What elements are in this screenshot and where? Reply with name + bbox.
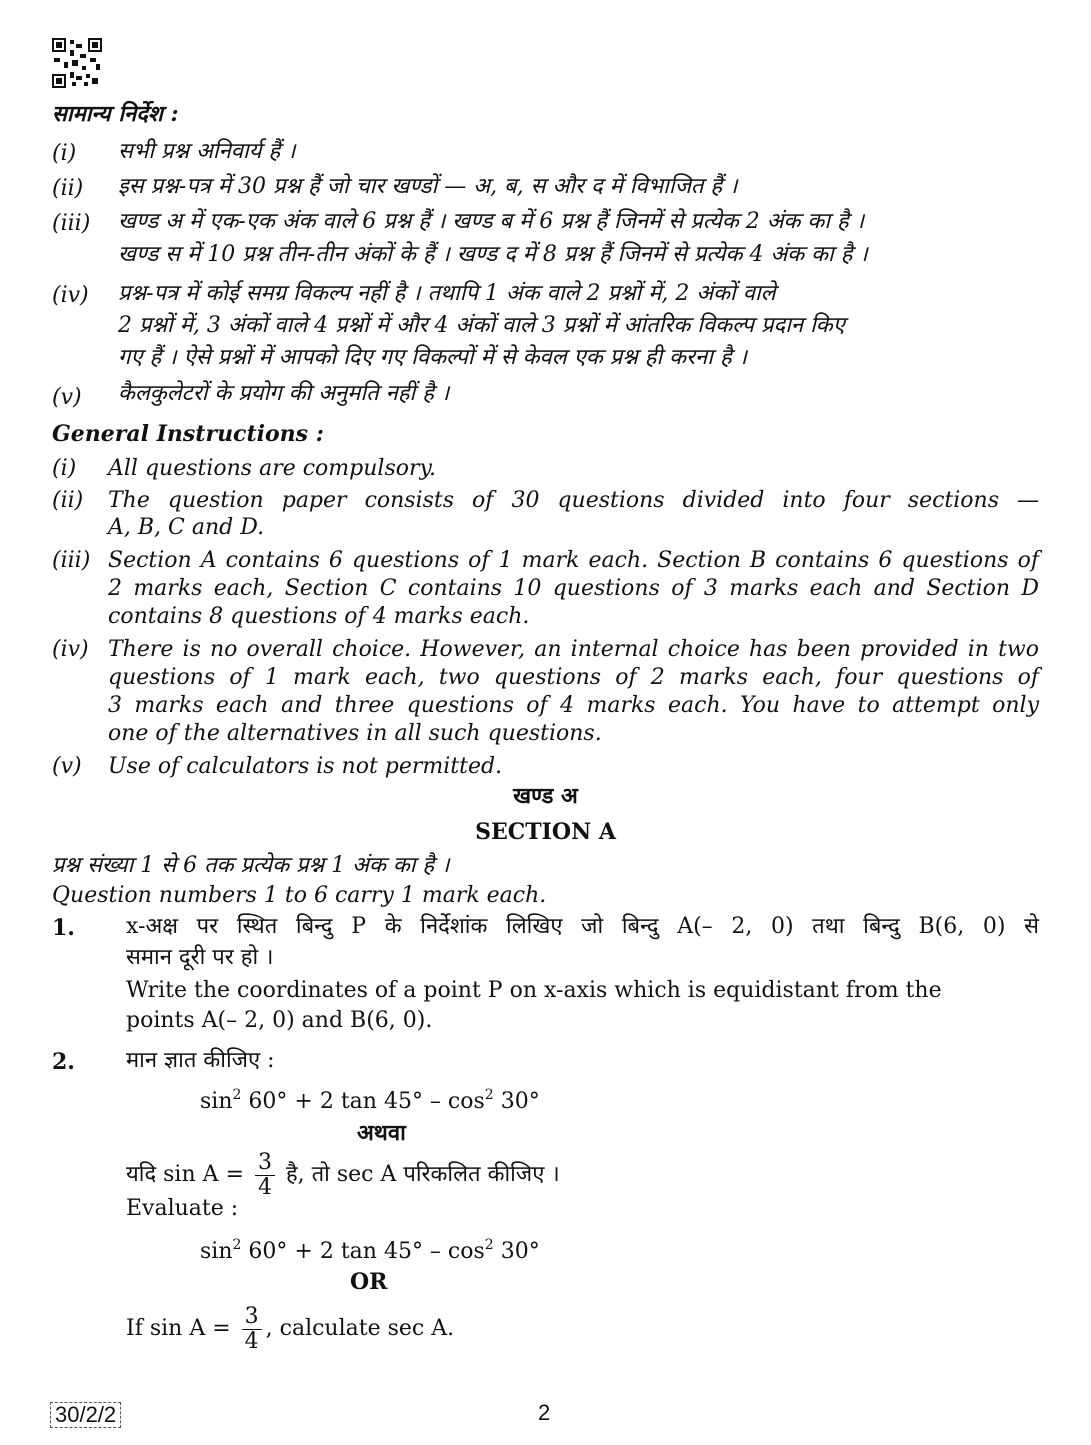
expr-sup-4: 2 — [484, 1237, 494, 1253]
expr-sup-3: 2 — [232, 1237, 242, 1253]
english-instructions-heading: General Instructions : — [52, 421, 324, 447]
hindi-item-4-line3: गए हैं । ऐसे प्रश्नों में आपको दिए गए विकल्पों में से केवल एक प्रश्न ही करना है । — [118, 345, 747, 370]
section-note-english: Question numbers 1 to 6 carry 1 mark each. — [52, 883, 547, 908]
english-item-4-line2: questions of 1 mark each, two questions of 2 marks each, four questions of — [108, 665, 1039, 690]
section-title-english: SECTION A — [475, 819, 616, 845]
paper-code: 30/2/2 — [50, 1402, 121, 1428]
question-2-hindi-label: मान ज्ञात कीजिए : — [126, 1048, 275, 1073]
english-item-4-line4: one of the alternatives in all such questions. — [108, 721, 602, 746]
fraction-denominator-en: 4 — [244, 1328, 259, 1354]
question-2-number: 2. — [52, 1049, 75, 1075]
english-item-2-num: (ii) — [52, 488, 84, 513]
question-1-number: 1. — [52, 915, 75, 941]
hindi-item-3-num: (iii) — [52, 211, 91, 236]
hindi-item-5-num: (v) — [52, 385, 82, 410]
question-2-alt-english — [126, 1302, 454, 1356]
or-hindi: अथवा — [357, 1120, 406, 1146]
english-item-3-num: (iii) — [52, 548, 91, 573]
expr-middle: 60° + 2 tan 45° – cos — [248, 1089, 485, 1114]
english-item-1: All questions are compulsory. — [108, 456, 437, 481]
hindi-item-4-num: (iv) — [52, 283, 89, 308]
english-item-1-num: (i) — [52, 456, 77, 481]
hindi-item-1-num: (i) — [52, 141, 77, 166]
alt-english-if: If sin A = — [126, 1316, 231, 1341]
english-item-3-line3: contains 8 questions of 4 marks each. — [108, 604, 530, 629]
hindi-item-1: सभी प्रश्न अनिवार्य हैं । — [118, 139, 296, 164]
english-item-5: Use of calculators is not permitted. — [108, 754, 503, 779]
question-1-english-line2: points A(– 2, 0) and B(6, 0). — [126, 1008, 433, 1033]
hindi-item-3-line2: खण्ड स में 10 प्रश्न तीन-तीन अंकों के हैं । खण्ड द में 8 प्रश्न हैं जिनमें से प्रत्येक 4 अंक का है । — [118, 242, 868, 267]
alt-english-then: , calculate sec A. — [265, 1316, 455, 1341]
qr-code-icon — [52, 38, 102, 88]
expr-sin: sin — [200, 1089, 233, 1114]
expr-sup-1: 2 — [232, 1087, 242, 1103]
hindi-item-4-line1: प्रश्न-पत्र में कोई समग्र विकल्प नहीं है । तथापि 1 अंक वाले 2 प्रश्नों में, 2 अंकों वाले — [118, 281, 776, 306]
alt-hindi-if: यदि sin A = — [126, 1162, 244, 1187]
expr-sin-en: sin — [200, 1239, 233, 1264]
english-item-4-line3: 3 marks each and three questions of 4 marks each. You have to attempt only — [108, 693, 1039, 718]
expr-end: 30° — [500, 1089, 540, 1114]
english-item-4-line1: There is no overall choice. However, an internal choice has been provided in two — [108, 637, 1039, 662]
hindi-instructions-heading: सामान्य निर्देश : — [52, 101, 179, 127]
fraction-numerator: 3 — [255, 1151, 275, 1176]
or-english: OR — [350, 1269, 388, 1295]
hindi-item-4-line2: 2 प्रश्नों में, 3 अंकों वाले 4 प्रश्नों में और 4 अंकों वाले 3 प्रश्नों में आंतरिक विकल्प प्रदान किए — [118, 313, 845, 338]
alt-hindi-then: है, तो sec A परिकलित कीजिए । — [285, 1162, 560, 1187]
fraction-3-4-en — [242, 1305, 262, 1354]
expr-end-en: 30° — [500, 1239, 540, 1264]
english-item-3-line1: Section A contains 6 questions of 1 mark each. Section B contains 6 questions of — [108, 548, 1039, 573]
expr-sup-2: 2 — [484, 1087, 494, 1103]
evaluate-label: Evaluate : — [126, 1196, 239, 1221]
question-1-hindi-line1: x-अक्ष पर स्थित बिन्दु P के निर्देशांक लिखिए जो बिन्दु A(– 2, 0) तथा बिन्दु B(6, 0) से — [126, 914, 1039, 939]
section-note-hindi: प्रश्न संख्या 1 से 6 तक प्रत्येक प्रश्न 1 अंक का है । — [52, 853, 450, 878]
english-item-4-num: (iv) — [52, 637, 89, 662]
hindi-item-2: इस प्रश्न-पत्र में 30 प्रश्न हैं जो चार खण्डों — अ, ब, स और द में विभाजित हैं । — [118, 174, 738, 199]
english-item-3-line2: 2 marks each, Section C contains 10 questions of 3 marks each and Section D — [108, 576, 1039, 601]
hindi-item-5: कैलकुलेटरों के प्रयोग की अनुमति नहीं है । — [118, 381, 450, 406]
english-item-5-num: (v) — [52, 754, 82, 779]
fraction-denominator: 4 — [257, 1174, 272, 1200]
hindi-item-2-num: (ii) — [52, 176, 84, 201]
question-1-english-line1: Write the coordinates of a point P on x-axis which is equidistant from the — [126, 978, 942, 1003]
question-2-expression-english — [200, 1230, 540, 1267]
question-2-expression-hindi — [200, 1080, 540, 1117]
hindi-item-3-line1: खण्ड अ में एक-एक अंक वाले 6 प्रश्न हैं । खण्ड ब में 6 प्रश्न हैं जिनमें से प्रत्येक 2 अंक का है । — [118, 209, 865, 234]
question-1-hindi-line2: समान दूरी पर हो । — [126, 945, 274, 970]
expr-middle-en: 60° + 2 tan 45° – cos — [248, 1239, 485, 1264]
page-number: 2 — [538, 1400, 551, 1425]
section-title-hindi: खण्ड अ — [513, 783, 578, 809]
english-item-2-line2: A, B, C and D. — [108, 515, 265, 540]
fraction-numerator-en: 3 — [242, 1305, 262, 1330]
english-item-2-line1: The question paper consists of 30 questions divided into four sections — — [108, 488, 1039, 513]
